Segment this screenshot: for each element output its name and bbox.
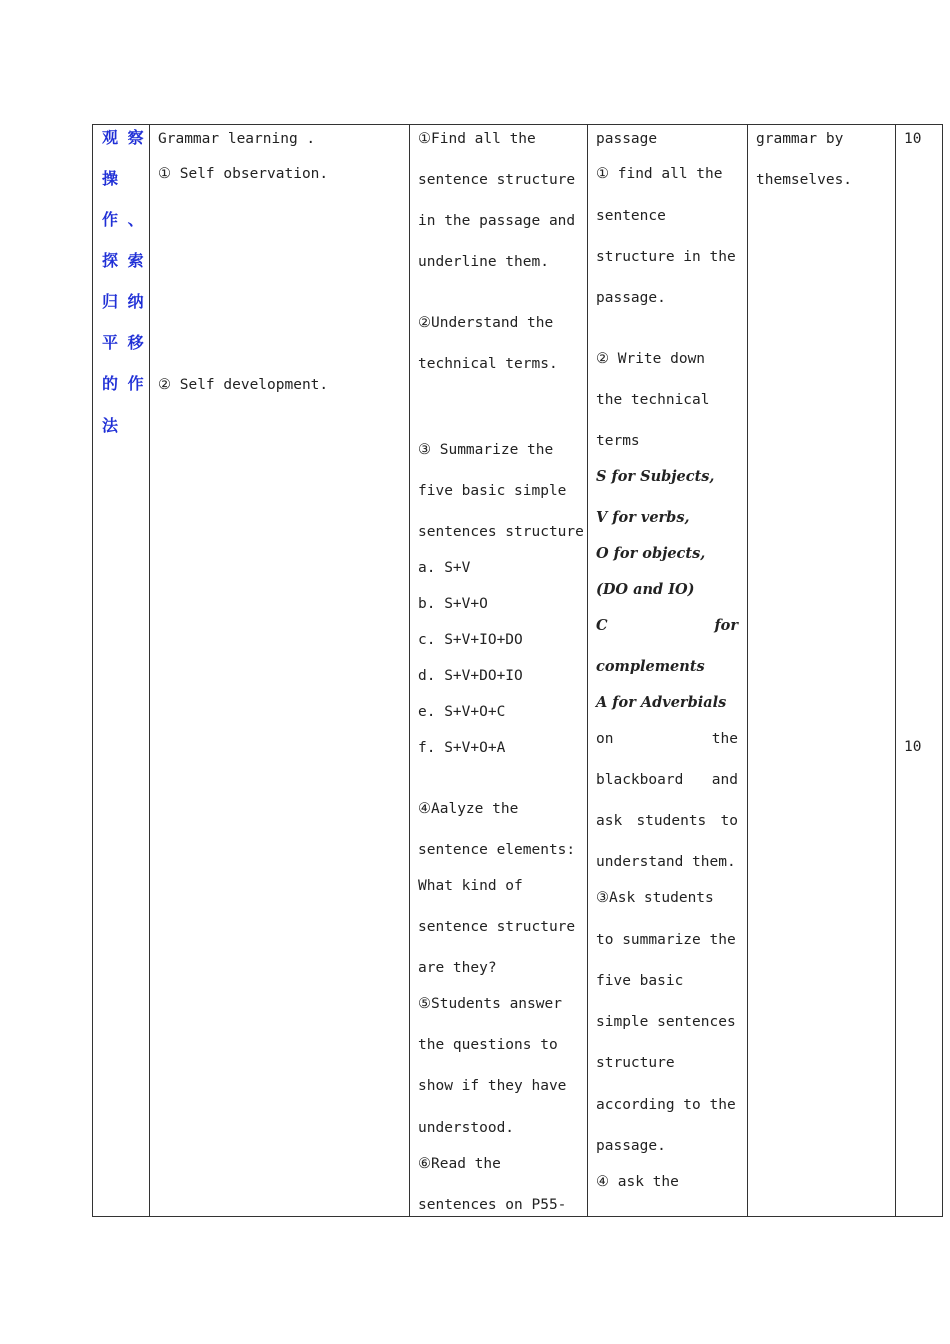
activity-line: are they?	[418, 960, 497, 976]
teacher-justified-row	[596, 730, 738, 748]
teacher-term-word: for	[714, 617, 738, 634]
student-activity-column	[410, 125, 588, 1216]
content-item: ① Self observation.	[158, 166, 329, 182]
time-column	[896, 125, 942, 1216]
teacher-line: passage.	[596, 290, 666, 306]
teacher-line: structure in the	[596, 249, 736, 265]
activity-line: show if they have	[418, 1078, 567, 1094]
content-column	[150, 125, 410, 1216]
activity-line: e. S+V+O+C	[418, 704, 506, 720]
activity-line: ③ Summarize the	[418, 442, 554, 458]
teacher-word: the	[711, 731, 738, 747]
teacher-term-line: S for Subjects,	[596, 468, 715, 485]
purpose-line: themselves.	[756, 172, 853, 188]
activity-line: ②Understand the	[418, 315, 554, 331]
teacher-term-line: (DO and IO)	[596, 581, 695, 598]
teacher-line: simple sentences	[596, 1014, 736, 1030]
activity-line: ①Find all the	[418, 131, 536, 147]
activity-line: sentence structure	[418, 172, 576, 188]
activity-line: b. S+V+O	[418, 596, 488, 612]
teacher-term-line: O for objects,	[596, 545, 706, 562]
teacher-word: to	[720, 813, 738, 829]
activity-line: f. S+V+O+A	[418, 740, 506, 756]
teacher-line: passage.	[596, 1138, 666, 1154]
stage-line: 观 察	[102, 128, 146, 147]
teacher-line: ① find all the	[596, 166, 723, 182]
teacher-term-row	[596, 617, 738, 635]
teacher-word: on	[596, 731, 614, 747]
activity-line: sentence structure	[418, 919, 576, 935]
stage-line: 操	[102, 169, 121, 188]
teacher-word: students	[636, 813, 707, 829]
content-heading: Grammar learning .	[158, 131, 316, 147]
teacher-line: structure	[596, 1055, 675, 1071]
teacher-term-line: A for Adverbials	[596, 694, 727, 711]
stage-column	[93, 125, 150, 1216]
time-value: 10	[904, 739, 922, 755]
activity-line: a. S+V	[418, 560, 471, 576]
activity-line: underline them.	[418, 254, 549, 270]
teacher-line: according to the	[596, 1097, 736, 1113]
teacher-word: blackboard	[596, 772, 684, 788]
teacher-line: to summarize the	[596, 932, 736, 948]
activity-line: c. S+V+IO+DO	[418, 632, 523, 648]
stage-line: 归 纳	[102, 292, 146, 311]
activity-line: understood.	[418, 1120, 515, 1136]
stage-line: 平 移	[102, 333, 146, 352]
activity-line: ⑥Read the	[418, 1156, 501, 1172]
teacher-justified-row	[596, 812, 738, 830]
activity-line: sentence elements:	[418, 842, 576, 858]
lesson-plan-table	[92, 124, 943, 1217]
content-item: ② Self development.	[158, 377, 329, 393]
teacher-word: and	[711, 772, 738, 788]
teacher-line: understand them.	[596, 854, 736, 870]
stage-line: 法	[102, 416, 121, 435]
activity-line: ④Aalyze the	[418, 801, 519, 817]
teacher-activity-column	[588, 125, 748, 1216]
activity-line: ⑤Students answer	[418, 996, 562, 1012]
teacher-line: sentence	[596, 208, 666, 224]
activity-line: d. S+V+DO+IO	[418, 668, 523, 684]
teacher-line: passage	[596, 131, 658, 147]
teacher-line: five basic	[596, 973, 684, 989]
activity-line: in the passage and	[418, 213, 576, 229]
activity-line: sentences on P55-	[418, 1197, 567, 1213]
teacher-line: ② Write down	[596, 351, 706, 367]
teacher-term-word: C	[596, 617, 608, 634]
teacher-term-line: V for verbs,	[596, 509, 690, 526]
activity-line: technical terms.	[418, 356, 558, 372]
activity-line: What kind of	[418, 878, 523, 894]
teacher-line: ③Ask students	[596, 890, 714, 906]
teacher-word: ask	[596, 813, 623, 829]
stage-line: 的 作	[102, 374, 146, 393]
activity-line: the questions to	[418, 1037, 558, 1053]
purpose-column	[748, 125, 896, 1216]
stage-line: 探 索	[102, 251, 146, 270]
teacher-justified-row	[596, 771, 738, 789]
teacher-line: terms	[596, 433, 640, 449]
teacher-line: the technical	[596, 392, 710, 408]
teacher-line: ④ ask the	[596, 1174, 679, 1190]
time-value: 10	[904, 131, 922, 147]
stage-line: 作 、	[102, 210, 146, 229]
activity-line: five basic simple	[418, 483, 567, 499]
activity-line: sentences structure	[418, 524, 584, 540]
purpose-line: grammar by	[756, 131, 844, 147]
teacher-term-line: complements	[596, 658, 705, 675]
